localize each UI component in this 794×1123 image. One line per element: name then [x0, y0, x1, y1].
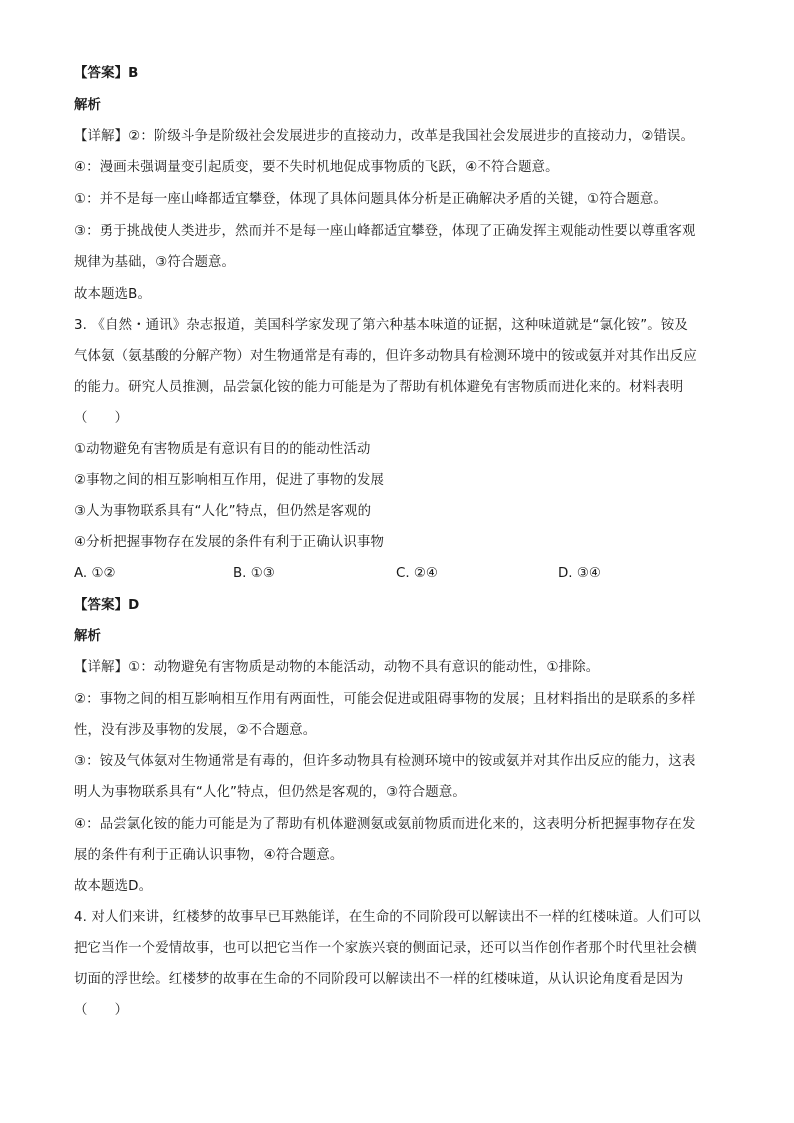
q4-stem-line: 切面的浮世绘。红楼梦的故事在生命的不同阶段可以解读出不一样的红楼味道，从认识论角度看是因为: [74, 972, 684, 987]
q2-detail-line: ④：漫画未强调量变引起质变，要不失时机地促成事物质的飞跃，④不符合题意。: [74, 160, 559, 175]
q2-analysis-heading: 解析: [74, 98, 102, 113]
q3-statement: ①动物避免有害物质是有意识有目的的能动性活动: [74, 442, 371, 457]
q2-detail-line: 【详解】②：阶级斗争是阶级社会发展进步的直接动力，改革是我国社会发展进步的直接动力，②错误。: [74, 129, 695, 144]
q2-conclusion: 故本题选B。: [74, 287, 152, 302]
q3-option-d: D. ③④: [558, 566, 601, 581]
q3-option-a: A. ①②: [74, 566, 116, 581]
q3-conclusion: 故本题选D。: [74, 879, 153, 894]
q3-stem-line: 气体氨（氨基酸的分解产物）对生物通常是有毒的，但许多动物具有检测环境中的铵或氨并对其作出反应: [74, 349, 697, 364]
q4-stem-line: 把它当作一个爱情故事，也可以把它当作一个家族兴衰的侧面记录，还可以当作创作者那个时代里社会横: [74, 941, 697, 956]
q3-stem-line: 的能力。研究人员推测，品尝氯化铵的能力可能是为了帮助有机体避免有害物质而进化来的。材料表明: [74, 380, 684, 395]
q3-statement: ③人为事物联系具有“人化”特点，但仍然是客观的: [74, 504, 372, 519]
q2-detail-line: 规律为基础，③符合题意。: [74, 255, 236, 270]
q3-statement: ④分析把握事物存在发展的条件有利于正确认识事物: [74, 535, 385, 550]
q3-answer: 【答案】D: [74, 598, 140, 613]
q3-stem-line: 3. 《自然・通讯》杂志报道，美国科学家发现了第六种基本味道的证据，这种味道就是“氯化铵”。铵及: [74, 318, 688, 333]
q3-detail-line: 性，没有涉及事物的发展，②不合题意。: [74, 723, 317, 738]
q3-detail-line: ③：铵及气体氨对生物通常是有毒的，但许多动物具有检测环境中的铵或氨并对其作出反应的能力，这表: [74, 754, 696, 769]
q2-detail-line: ③：勇于挑战使人类进步，然而并不是每一座山峰都适宜攀登，体现了正确发挥主观能动性要以尊重客观: [74, 224, 696, 239]
q3-analysis-heading: 解析: [74, 629, 102, 644]
q3-detail-line: ②：事物之间的相互影响相互作用有两面性，可能会促进或阻碍事物的发展；且材料指出的是联系的多样: [74, 692, 696, 707]
q3-detail-line: 展的条件有利于正确认识事物，④符合题意。: [74, 848, 344, 863]
q3-option-b: B. ①③: [233, 566, 275, 581]
q3-statement: ②事物之间的相互影响相互作用，促进了事物的发展: [74, 473, 385, 488]
q4-stem-line: （ ）: [74, 1003, 129, 1018]
q2-answer: 【答案】B: [74, 66, 139, 81]
q3-stem-line: （ ）: [74, 411, 129, 426]
q2-detail-line: ①：并不是每一座山峰都适宜攀登，体现了具体问题具体分析是正确解决矛盾的关键，①符合题意。: [74, 192, 668, 207]
q3-option-c: C. ②④: [396, 566, 438, 581]
q3-detail-line: 【详解】①：动物避免有害物质是动物的本能活动，动物不具有意识的能动性，①排除。: [74, 660, 600, 675]
q3-detail-line: 明人为事物联系具有“人化”特点，但仍然是客观的，③符合题意。: [74, 785, 466, 800]
q4-stem-line: 4. 对人们来讲，红楼梦的故事早已耳熟能详，在生命的不同阶段可以解读出不一样的红楼味道。人们可以: [74, 910, 701, 925]
q3-detail-line: ④：品尝氯化铵的能力可能是为了帮助有机体避测氨或氨前物质而进化来的，这表明分析把握事物存在发: [74, 817, 696, 832]
